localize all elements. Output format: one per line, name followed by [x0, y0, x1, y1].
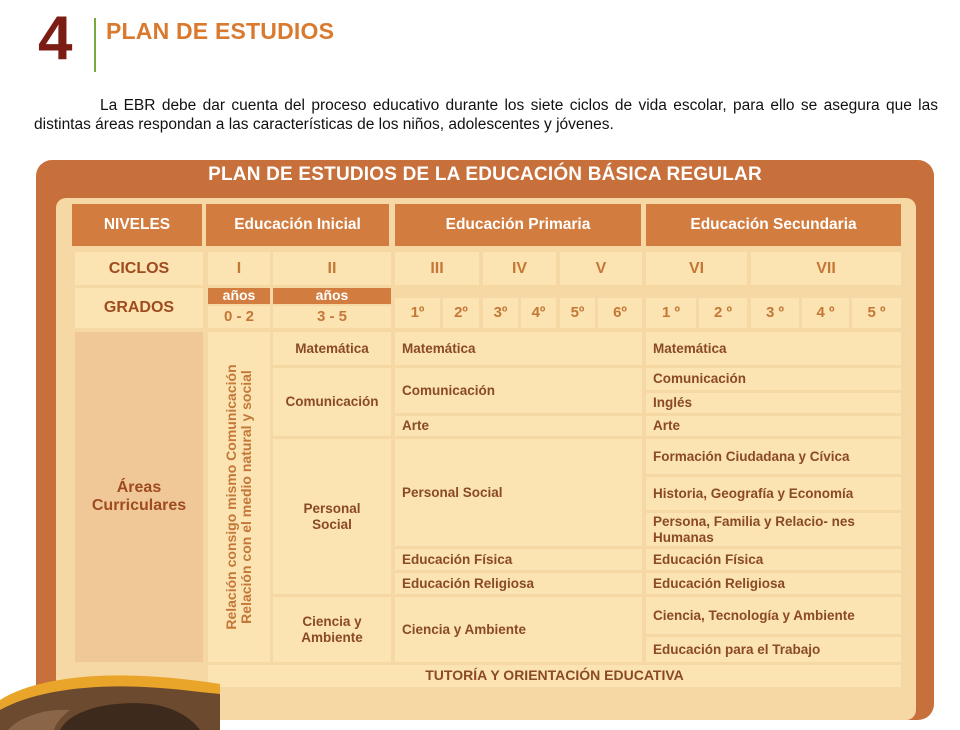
secundaria-area-ingles: Inglés [646, 393, 901, 413]
inicial-area-personal-social: Personal Social [273, 439, 391, 594]
ciclo-v: V [560, 252, 642, 285]
grado-secundaria-5: 5 º [852, 298, 901, 328]
secundaria-area-educacion-religiosa: Educación Religiosa [646, 573, 901, 594]
grado-secundaria-3: 3 º [751, 298, 799, 328]
primaria-area-arte: Arte [395, 416, 642, 436]
secundaria-area-arte: Arte [646, 416, 901, 436]
primaria-area-matematica: Matemática [395, 332, 642, 365]
primaria-area-comunicacion: Comunicación [395, 368, 642, 413]
nivel-secundaria: Educación Secundaria [646, 204, 901, 246]
secundaria-area-matematica: Matemática [646, 332, 901, 365]
tutoria-row: TUTORÍA Y ORIENTACIÓN EDUCATIVA [208, 665, 901, 687]
secundaria-area-educacion-fisica: Educación Física [646, 549, 901, 570]
intro-paragraph: La EBR debe dar cuenta del proceso educativo durante los siete ciclos de vida escolar, para ello se asegura que las distintas áreas respondan a las características de los niños, adolescentes y jóvenes. [34, 97, 938, 133]
secundaria-area-educacion-trabajo: Educación para el Trabajo [646, 637, 901, 662]
nivel-primaria: Educación Primaria [395, 204, 641, 246]
ciclos-label: CICLOS [75, 252, 203, 285]
primaria-area-educacion-religiosa: Educación Religiosa [395, 573, 642, 594]
niveles-label: NIVELES [72, 204, 202, 246]
inicial-area-ciencia-ambiente: Ciencia y Ambiente [273, 597, 391, 662]
grado-inicial-range-1: 0 - 2 [208, 306, 270, 328]
section-title: PLAN DE ESTUDIOS [106, 18, 335, 44]
grado-primaria-2: 2º [443, 298, 479, 328]
inicial-area-comunicacion: Comunicación [273, 368, 391, 436]
grado-secundaria-4: 4 º [802, 298, 849, 328]
grado-primaria-1: 1º [395, 298, 440, 328]
grado-secundaria-2: 2 º [699, 298, 747, 328]
secundaria-area-persona-familia: Persona, Familia y Relacio- nes Humanas [646, 513, 901, 546]
inicial-areas-vertical [208, 332, 270, 662]
grado-inicial-unit-2: años [273, 288, 391, 304]
areas-curriculares-label: Áreas Curriculares [75, 332, 203, 662]
ciclo-iv: IV [483, 252, 556, 285]
grado-inicial-range-2: 3 - 5 [273, 306, 391, 328]
table-title: PLAN DE ESTUDIOS DE LA EDUCACIÓN BÁSICA REGULAR [208, 164, 762, 185]
secundaria-area-ciencia-tecnologia: Ciencia, Tecnología y Ambiente [646, 597, 901, 634]
primaria-area-ciencia-ambiente: Ciencia y Ambiente [395, 597, 642, 662]
grado-inicial-unit-1: años [208, 288, 270, 304]
grado-primaria-3: 3º [483, 298, 518, 328]
corner-photo [0, 670, 220, 730]
grados-label: GRADOS [75, 288, 203, 328]
primaria-area-personal-social: Personal Social [395, 439, 642, 546]
ciclo-iii: III [395, 252, 479, 285]
nivel-inicial: Educación Inicial [206, 204, 389, 246]
divider-line [94, 18, 96, 72]
secundaria-area-comunicacion: Comunicación [646, 368, 901, 390]
inicial-area-matematica: Matemática [273, 332, 391, 365]
ciclo-i: I [208, 252, 270, 285]
ciclo-vii: VII [751, 252, 901, 285]
grado-secundaria-1: 1 º [646, 298, 696, 328]
secundaria-area-formacion-ciudadana: Formación Ciudadana y Cívica [646, 439, 901, 474]
inicial-areas-vertical-text: Relación consigo mismo Comunicación Relación con el medio natural y social [222, 364, 254, 630]
grado-primaria-5: 5º [560, 298, 595, 328]
grado-primaria-4: 4º [521, 298, 556, 328]
primaria-area-educacion-fisica: Educación Física [395, 549, 642, 570]
grado-primaria-6: 6º [598, 298, 642, 328]
ciclo-ii: II [273, 252, 391, 285]
section-number: 4 [38, 4, 73, 73]
secundaria-area-historia: Historia, Geografía y Economía [646, 477, 901, 510]
ciclo-vi: VI [646, 252, 747, 285]
